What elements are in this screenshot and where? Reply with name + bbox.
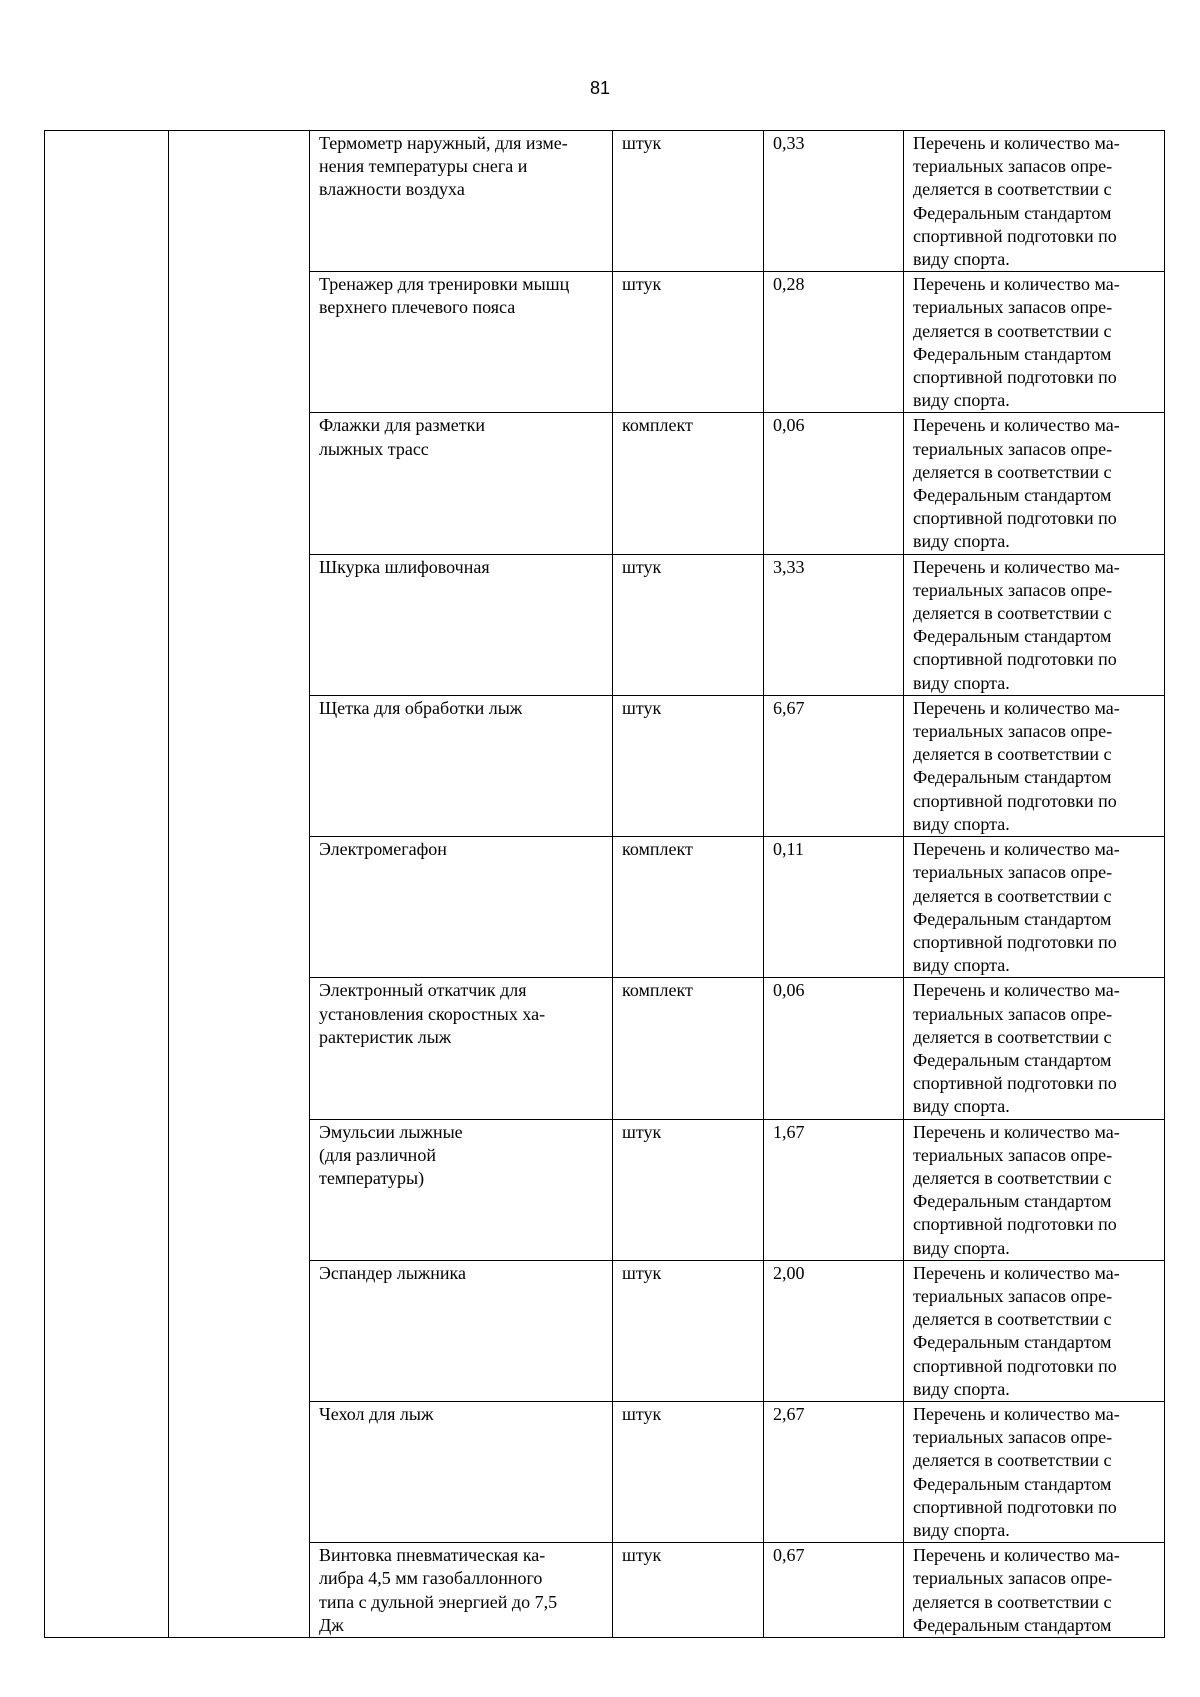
unit-cell: штук: [613, 1401, 764, 1542]
unit-cell: штук: [613, 1260, 764, 1401]
unit-cell: штук: [613, 1119, 764, 1260]
left-column-1: [45, 131, 169, 1638]
item-name-cell: Электромегафон: [310, 837, 613, 978]
note-cell: Перечень и количество ма- териальных запасов опре- деляется в соответствии с Федеральным стандартом спортивной подготовки по виду спорта.: [904, 978, 1165, 1119]
equipment-table: [44, 130, 1165, 1638]
item-name-cell: Чехол для лыж: [310, 1401, 613, 1542]
item-name-cell: Щетка для обработки лыж: [310, 695, 613, 836]
item-name-cell: Тренажер для тренировки мышц верхнего плечевого пояса: [310, 272, 613, 413]
quantity-cell: 3,33: [764, 554, 904, 695]
item-name-cell: Эмульсии лыжные (для различной температуры): [310, 1119, 613, 1260]
unit-cell: комплект: [613, 837, 764, 978]
quantity-cell: 0,28: [764, 272, 904, 413]
item-name-cell: Электронный откатчик для установления скоростных ха- рактеристик лыж: [310, 978, 613, 1119]
unit-cell: штук: [613, 554, 764, 695]
note-cell: Перечень и количество ма- териальных запасов опре- деляется в соответствии с Федеральным стандартом спортивной подготовки по виду спорта.: [904, 272, 1165, 413]
unit-cell: комплект: [613, 978, 764, 1119]
unit-cell: штук: [613, 131, 764, 272]
item-name-cell: Термометр наружный, для изме- нения температуры снега и влажности воздуха: [310, 131, 613, 272]
quantity-cell: 0,67: [764, 1543, 904, 1638]
note-cell: Перечень и количество ма- териальных запасов опре- деляется в соответствии с Федеральным стандартом спортивной подготовки по виду спорта.: [904, 1119, 1165, 1260]
quantity-cell: 2,67: [764, 1401, 904, 1542]
unit-cell: штук: [613, 1543, 764, 1638]
note-cell: Перечень и количество ма- териальных запасов опре- деляется в соответствии с Федеральным стандартом спортивной подготовки по виду спорта.: [904, 131, 1165, 272]
quantity-cell: 0,11: [764, 837, 904, 978]
quantity-cell: 0,06: [764, 413, 904, 554]
left-column-2: [169, 131, 310, 1638]
note-cell: Перечень и количество ма- териальных запасов опре- деляется в соответствии с Федеральным стандартом спортивной подготовки по виду спорта.: [904, 1260, 1165, 1401]
unit-cell: штук: [613, 695, 764, 836]
note-cell: Перечень и количество ма- териальных запасов опре- деляется в соответствии с Федеральным стандартом спортивной подготовки по виду спорта.: [904, 413, 1165, 554]
note-cell: Перечень и количество ма- териальных запасов опре- деляется в соответствии с Федеральным стандартом спортивной подготовки по виду спорта.: [904, 1401, 1165, 1542]
quantity-cell: 2,00: [764, 1260, 904, 1401]
item-name-cell: Эспандер лыжника: [310, 1260, 613, 1401]
table-body: [45, 131, 1165, 1638]
item-name-cell: Винтовка пневматическая ка- либра 4,5 мм газобаллонного типа с дульной энергией до 7,5 Дж: [310, 1543, 613, 1638]
note-cell: Перечень и количество ма- териальных запасов опре- деляется в соответствии с Федеральным стандартом спортивной подготовки по виду спорта.: [904, 554, 1165, 695]
item-name-cell: Флажки для разметки лыжных трасс: [310, 413, 613, 554]
note-cell: Перечень и количество ма- териальных запасов опре- деляется в соответствии с Федеральным стандартом: [904, 1543, 1165, 1638]
item-name-cell: Шкурка шлифовочная: [310, 554, 613, 695]
note-cell: Перечень и количество ма- териальных запасов опре- деляется в соответствии с Федеральным стандартом спортивной подготовки по виду спорта.: [904, 695, 1165, 836]
quantity-cell: 0,33: [764, 131, 904, 272]
page-number: 81: [589, 78, 611, 98]
unit-cell: штук: [613, 272, 764, 413]
quantity-cell: 1,67: [764, 1119, 904, 1260]
quantity-cell: 6,67: [764, 695, 904, 836]
note-cell: Перечень и количество ма- териальных запасов опре- деляется в соответствии с Федеральным стандартом спортивной подготовки по виду спорта.: [904, 837, 1165, 978]
quantity-cell: 0,06: [764, 978, 904, 1119]
table-row: [45, 131, 1165, 272]
unit-cell: комплект: [613, 413, 764, 554]
